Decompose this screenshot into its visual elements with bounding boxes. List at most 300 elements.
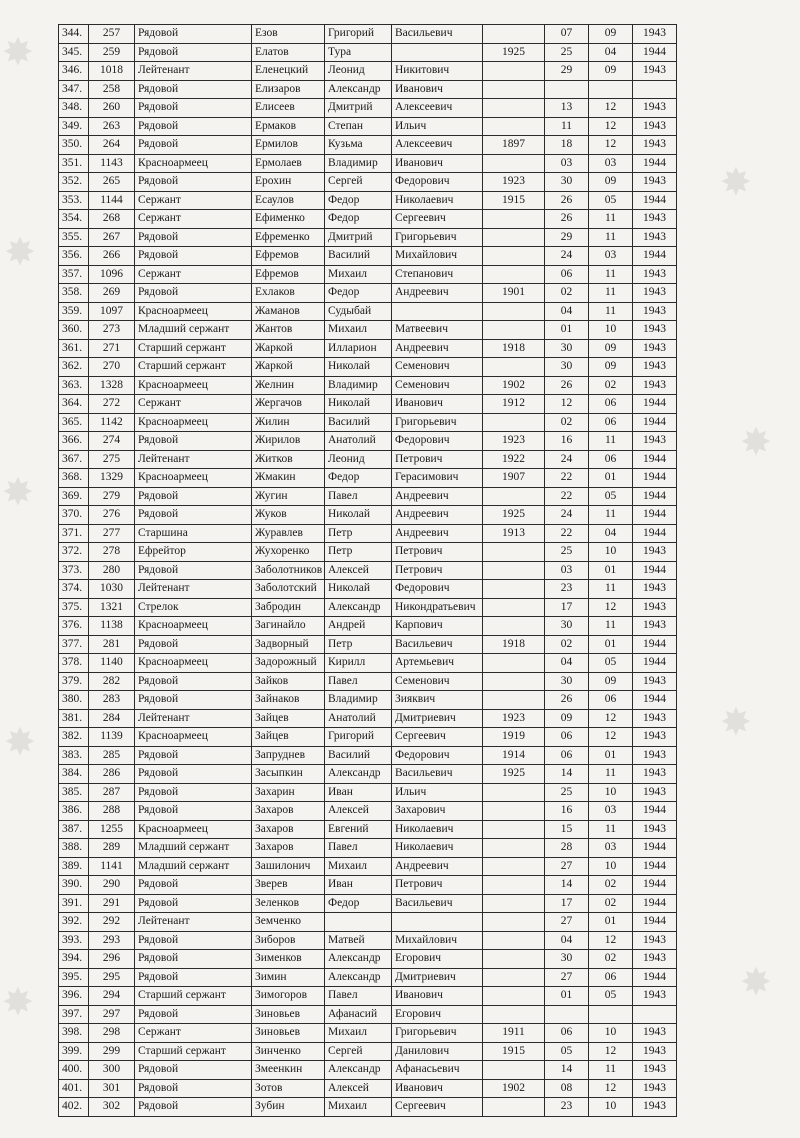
tab-number-cell: 1030	[89, 580, 135, 599]
death-month-cell: 09	[589, 339, 633, 358]
patronymic-cell: Андреевич	[392, 339, 483, 358]
birth-year-cell	[483, 672, 545, 691]
table-row	[59, 62, 677, 81]
first-name-cell: Алексей	[325, 1079, 392, 1098]
tab-number-cell: 283	[89, 691, 135, 710]
patronymic-cell: Захарович	[392, 802, 483, 821]
record-number-cell: 364.	[59, 395, 89, 414]
death-year-cell: 1943	[633, 543, 677, 562]
death-year-cell: 1944	[633, 857, 677, 876]
first-name-cell: Евгений	[325, 820, 392, 839]
rank-cell: Рядовой	[135, 506, 252, 525]
table-row	[59, 931, 677, 950]
death-year-cell: 1943	[633, 709, 677, 728]
record-number-cell: 401.	[59, 1079, 89, 1098]
first-name-cell: Афанасий	[325, 1005, 392, 1024]
death-day-cell: 11	[545, 117, 589, 136]
patronymic-cell: Михайлович	[392, 247, 483, 266]
death-year-cell: 1944	[633, 876, 677, 895]
rank-cell: Сержант	[135, 191, 252, 210]
death-day-cell: 22	[545, 469, 589, 488]
tab-number-cell: 301	[89, 1079, 135, 1098]
tab-number-cell: 272	[89, 395, 135, 414]
first-name-cell: Александр	[325, 80, 392, 99]
rank-cell: Младший сержант	[135, 857, 252, 876]
last-name-cell: Ефремов	[252, 265, 325, 284]
watermark-star-icon: ✸	[2, 980, 34, 1024]
last-name-cell: Зверев	[252, 876, 325, 895]
record-number-cell: 395.	[59, 968, 89, 987]
patronymic-cell: Григорьевич	[392, 228, 483, 247]
tab-number-cell: 1328	[89, 376, 135, 395]
rank-cell: Красноармеец	[135, 413, 252, 432]
first-name-cell: Михаил	[325, 1024, 392, 1043]
death-year-cell: 1944	[633, 413, 677, 432]
record-number-cell: 386.	[59, 802, 89, 821]
record-number-cell: 399.	[59, 1042, 89, 1061]
rank-cell: Рядовой	[135, 117, 252, 136]
first-name-cell: Павел	[325, 487, 392, 506]
patronymic-cell: Григорьевич	[392, 413, 483, 432]
first-name-cell: Александр	[325, 765, 392, 784]
patronymic-cell: Иванович	[392, 80, 483, 99]
death-year-cell: 1943	[633, 228, 677, 247]
tab-number-cell: 271	[89, 339, 135, 358]
rank-cell: Рядовой	[135, 894, 252, 913]
record-number-cell: 373.	[59, 561, 89, 580]
birth-year-cell	[483, 413, 545, 432]
rank-cell: Рядовой	[135, 136, 252, 155]
birth-year-cell: 1901	[483, 284, 545, 303]
record-number-cell: 344.	[59, 25, 89, 44]
death-day-cell: 30	[545, 617, 589, 636]
first-name-cell: Александр	[325, 950, 392, 969]
death-month-cell: 02	[589, 876, 633, 895]
patronymic-cell: Дмитриевич	[392, 968, 483, 987]
first-name-cell: Василий	[325, 746, 392, 765]
record-number-cell: 348.	[59, 99, 89, 118]
death-year-cell: 1943	[633, 617, 677, 636]
death-year-cell: 1943	[633, 1079, 677, 1098]
birth-year-cell: 1925	[483, 43, 545, 62]
tab-number-cell: 264	[89, 136, 135, 155]
patronymic-cell: Васильевич	[392, 765, 483, 784]
birth-year-cell: 1897	[483, 136, 545, 155]
last-name-cell: Жаркой	[252, 339, 325, 358]
record-number-cell: 352.	[59, 173, 89, 192]
table-row	[59, 339, 677, 358]
birth-year-cell: 1914	[483, 746, 545, 765]
tab-number-cell: 268	[89, 210, 135, 229]
first-name-cell: Анатолий	[325, 432, 392, 451]
death-day-cell: 16	[545, 432, 589, 451]
death-year-cell: 1943	[633, 765, 677, 784]
death-month-cell: 03	[589, 247, 633, 266]
last-name-cell: Жуков	[252, 506, 325, 525]
last-name-cell: Желнин	[252, 376, 325, 395]
tab-number-cell: 1097	[89, 302, 135, 321]
rank-cell: Рядовой	[135, 931, 252, 950]
record-number-cell: 389.	[59, 857, 89, 876]
first-name-cell: Павел	[325, 672, 392, 691]
table-row	[59, 506, 677, 525]
death-day-cell: 02	[545, 413, 589, 432]
birth-year-cell	[483, 802, 545, 821]
tab-number-cell: 259	[89, 43, 135, 62]
record-number-cell: 394.	[59, 950, 89, 969]
first-name-cell: Алексей	[325, 561, 392, 580]
table-row	[59, 265, 677, 284]
birth-year-cell	[483, 99, 545, 118]
death-month-cell: 11	[589, 765, 633, 784]
last-name-cell: Захаров	[252, 839, 325, 858]
table-row	[59, 99, 677, 118]
last-name-cell: Зимогоров	[252, 987, 325, 1006]
death-month-cell: 02	[589, 950, 633, 969]
patronymic-cell: Николаевич	[392, 191, 483, 210]
last-name-cell: Жмакин	[252, 469, 325, 488]
patronymic-cell: Николаевич	[392, 820, 483, 839]
first-name-cell: Андрей	[325, 617, 392, 636]
birth-year-cell	[483, 117, 545, 136]
death-day-cell: 04	[545, 931, 589, 950]
record-number-cell: 382.	[59, 728, 89, 747]
first-name-cell: Дмитрий	[325, 228, 392, 247]
death-day-cell: 09	[545, 709, 589, 728]
death-day-cell: 29	[545, 62, 589, 81]
death-year-cell	[633, 1005, 677, 1024]
table-row	[59, 968, 677, 987]
table-row	[59, 469, 677, 488]
rank-cell: Рядовой	[135, 746, 252, 765]
patronymic-cell: Иванович	[392, 1079, 483, 1098]
tab-number-cell: 288	[89, 802, 135, 821]
death-year-cell: 1943	[633, 931, 677, 950]
rank-cell: Красноармеец	[135, 376, 252, 395]
tab-number-cell: 286	[89, 765, 135, 784]
patronymic-cell: Петрович	[392, 876, 483, 895]
table-row	[59, 136, 677, 155]
record-number-cell: 384.	[59, 765, 89, 784]
death-day-cell: 05	[545, 1042, 589, 1061]
last-name-cell: Зайцев	[252, 728, 325, 747]
death-day-cell: 25	[545, 43, 589, 62]
first-name-cell: Иван	[325, 783, 392, 802]
tab-number-cell: 1143	[89, 154, 135, 173]
last-name-cell: Жилин	[252, 413, 325, 432]
death-year-cell: 1944	[633, 450, 677, 469]
rank-cell: Рядовой	[135, 765, 252, 784]
death-month-cell: 12	[589, 1079, 633, 1098]
table-row	[59, 1079, 677, 1098]
last-name-cell: Засыпкин	[252, 765, 325, 784]
death-year-cell: 1943	[633, 672, 677, 691]
last-name-cell: Жугин	[252, 487, 325, 506]
birth-year-cell	[483, 580, 545, 599]
death-month-cell: 11	[589, 228, 633, 247]
first-name-cell: Александр	[325, 1061, 392, 1080]
rank-cell: Старший сержант	[135, 987, 252, 1006]
rank-cell: Рядовой	[135, 950, 252, 969]
rank-cell: Лейтенант	[135, 580, 252, 599]
first-name-cell: Кузьма	[325, 136, 392, 155]
first-name-cell: Михаил	[325, 1098, 392, 1117]
patronymic-cell: Герасимович	[392, 469, 483, 488]
table-row	[59, 802, 677, 821]
rank-cell: Старшина	[135, 524, 252, 543]
death-day-cell: 04	[545, 302, 589, 321]
table-row	[59, 210, 677, 229]
death-day-cell: 28	[545, 839, 589, 858]
record-number-cell: 371.	[59, 524, 89, 543]
birth-year-cell	[483, 561, 545, 580]
death-year-cell: 1944	[633, 894, 677, 913]
rank-cell: Старший сержант	[135, 339, 252, 358]
death-day-cell: 01	[545, 321, 589, 340]
death-month-cell: 11	[589, 506, 633, 525]
record-number-cell: 356.	[59, 247, 89, 266]
death-month-cell: 02	[589, 376, 633, 395]
death-day-cell: 24	[545, 506, 589, 525]
death-month-cell: 01	[589, 561, 633, 580]
death-month-cell: 10	[589, 1024, 633, 1043]
last-name-cell: Зайнаков	[252, 691, 325, 710]
death-month-cell: 05	[589, 487, 633, 506]
first-name-cell: Федор	[325, 210, 392, 229]
death-month-cell: 06	[589, 691, 633, 710]
death-day-cell: 06	[545, 746, 589, 765]
death-month-cell: 06	[589, 395, 633, 414]
tab-number-cell: 260	[89, 99, 135, 118]
last-name-cell: Зашилонич	[252, 857, 325, 876]
death-day-cell: 30	[545, 950, 589, 969]
death-year-cell	[633, 80, 677, 99]
birth-year-cell	[483, 321, 545, 340]
death-year-cell: 1943	[633, 358, 677, 377]
last-name-cell: Елатов	[252, 43, 325, 62]
record-number-cell: 366.	[59, 432, 89, 451]
death-year-cell: 1944	[633, 839, 677, 858]
table-row	[59, 580, 677, 599]
death-day-cell: 30	[545, 173, 589, 192]
death-year-cell: 1943	[633, 987, 677, 1006]
first-name-cell: Федор	[325, 469, 392, 488]
death-month-cell: 03	[589, 802, 633, 821]
birth-year-cell	[483, 228, 545, 247]
record-number-cell: 351.	[59, 154, 89, 173]
record-number-cell: 347.	[59, 80, 89, 99]
birth-year-cell: 1922	[483, 450, 545, 469]
record-number-cell: 396.	[59, 987, 89, 1006]
tab-number-cell: 277	[89, 524, 135, 543]
rank-cell: Рядовой	[135, 783, 252, 802]
rank-cell: Красноармеец	[135, 654, 252, 673]
birth-year-cell	[483, 783, 545, 802]
last-name-cell: Заболотский	[252, 580, 325, 599]
table-row	[59, 876, 677, 895]
death-day-cell: 18	[545, 136, 589, 155]
record-number-cell: 345.	[59, 43, 89, 62]
record-number-cell: 358.	[59, 284, 89, 303]
patronymic-cell: Алексеевич	[392, 99, 483, 118]
table-row	[59, 728, 677, 747]
patronymic-cell: Васильевич	[392, 894, 483, 913]
patronymic-cell: Никондратьевич	[392, 598, 483, 617]
tab-number-cell: 258	[89, 80, 135, 99]
patronymic-cell: Петрович	[392, 450, 483, 469]
table-row	[59, 857, 677, 876]
table-row	[59, 25, 677, 44]
last-name-cell: Захаров	[252, 802, 325, 821]
table-row	[59, 302, 677, 321]
death-year-cell: 1943	[633, 820, 677, 839]
patronymic-cell: Васильевич	[392, 25, 483, 44]
death-month-cell: 09	[589, 672, 633, 691]
death-month-cell: 11	[589, 1061, 633, 1080]
death-year-cell: 1943	[633, 783, 677, 802]
first-name-cell: Николай	[325, 580, 392, 599]
patronymic-cell: Андреевич	[392, 524, 483, 543]
death-day-cell: 27	[545, 857, 589, 876]
record-number-cell: 355.	[59, 228, 89, 247]
patronymic-cell: Семенович	[392, 672, 483, 691]
rank-cell: Рядовой	[135, 284, 252, 303]
death-year-cell: 1944	[633, 524, 677, 543]
death-month-cell: 12	[589, 117, 633, 136]
watermark-star-icon: ✸	[720, 160, 752, 204]
birth-year-cell: 1902	[483, 1079, 545, 1098]
rank-cell: Старший сержант	[135, 358, 252, 377]
death-month-cell: 03	[589, 154, 633, 173]
death-day-cell: 12	[545, 395, 589, 414]
table-row	[59, 746, 677, 765]
birth-year-cell	[483, 691, 545, 710]
rank-cell: Рядовой	[135, 228, 252, 247]
tab-number-cell: 1144	[89, 191, 135, 210]
death-year-cell: 1943	[633, 339, 677, 358]
first-name-cell: Матвей	[325, 931, 392, 950]
birth-year-cell	[483, 820, 545, 839]
death-day-cell: 02	[545, 284, 589, 303]
birth-year-cell	[483, 302, 545, 321]
death-day-cell: 26	[545, 376, 589, 395]
rank-cell: Старший сержант	[135, 1042, 252, 1061]
tab-number-cell: 298	[89, 1024, 135, 1043]
rank-cell: Рядовой	[135, 487, 252, 506]
rank-cell: Красноармеец	[135, 728, 252, 747]
death-day-cell: 22	[545, 524, 589, 543]
last-name-cell: Земченко	[252, 913, 325, 932]
table-row	[59, 765, 677, 784]
record-number-cell: 361.	[59, 339, 89, 358]
patronymic-cell: Данилович	[392, 1042, 483, 1061]
birth-year-cell	[483, 950, 545, 969]
patronymic-cell: Андреевич	[392, 857, 483, 876]
tab-number-cell: 263	[89, 117, 135, 136]
record-number-cell: 397.	[59, 1005, 89, 1024]
birth-year-cell	[483, 857, 545, 876]
rank-cell: Рядовой	[135, 561, 252, 580]
death-day-cell: 08	[545, 1079, 589, 1098]
table-row	[59, 173, 677, 192]
record-number-cell: 369.	[59, 487, 89, 506]
death-month-cell: 11	[589, 265, 633, 284]
rank-cell: Рядовой	[135, 80, 252, 99]
last-name-cell: Задворный	[252, 635, 325, 654]
last-name-cell: Зеленков	[252, 894, 325, 913]
death-year-cell: 1943	[633, 117, 677, 136]
watermark-star-icon: ✸	[740, 960, 772, 1004]
birth-year-cell: 1907	[483, 469, 545, 488]
death-year-cell: 1943	[633, 1042, 677, 1061]
death-day-cell: 24	[545, 450, 589, 469]
death-day-cell: 29	[545, 228, 589, 247]
table-row	[59, 284, 677, 303]
birth-year-cell	[483, 25, 545, 44]
patronymic-cell: Степанович	[392, 265, 483, 284]
patronymic-cell: Егорович	[392, 1005, 483, 1024]
first-name-cell: Михаил	[325, 321, 392, 340]
rank-cell: Рядовой	[135, 99, 252, 118]
tab-number-cell: 1142	[89, 413, 135, 432]
table-row	[59, 413, 677, 432]
rank-cell: Рядовой	[135, 173, 252, 192]
last-name-cell: Змеенкин	[252, 1061, 325, 1080]
death-month-cell: 05	[589, 987, 633, 1006]
watermark-star-icon: ✸	[4, 720, 36, 764]
patronymic-cell	[392, 43, 483, 62]
record-number-cell: 385.	[59, 783, 89, 802]
death-month-cell: 11	[589, 302, 633, 321]
death-month-cell	[589, 80, 633, 99]
rank-cell: Красноармеец	[135, 154, 252, 173]
table-row	[59, 709, 677, 728]
tab-number-cell: 281	[89, 635, 135, 654]
rank-cell: Сержант	[135, 1024, 252, 1043]
last-name-cell: Елизаров	[252, 80, 325, 99]
table-row	[59, 913, 677, 932]
tab-number-cell: 274	[89, 432, 135, 451]
death-month-cell: 12	[589, 709, 633, 728]
patronymic-cell: Васильевич	[392, 635, 483, 654]
watermark-star-icon: ✸	[720, 700, 752, 744]
tab-number-cell: 284	[89, 709, 135, 728]
death-year-cell: 1944	[633, 191, 677, 210]
table-row	[59, 1005, 677, 1024]
first-name-cell: Павел	[325, 987, 392, 1006]
table-row	[59, 672, 677, 691]
death-day-cell: 30	[545, 672, 589, 691]
first-name-cell: Григорий	[325, 728, 392, 747]
record-number-cell: 381.	[59, 709, 89, 728]
birth-year-cell	[483, 80, 545, 99]
birth-year-cell	[483, 876, 545, 895]
last-name-cell: Зинченко	[252, 1042, 325, 1061]
first-name-cell: Алексей	[325, 802, 392, 821]
tab-number-cell: 270	[89, 358, 135, 377]
first-name-cell: Николай	[325, 395, 392, 414]
birth-year-cell: 1915	[483, 191, 545, 210]
patronymic-cell: Зияквич	[392, 691, 483, 710]
last-name-cell: Ерохин	[252, 173, 325, 192]
first-name-cell: Федор	[325, 894, 392, 913]
death-year-cell: 1944	[633, 154, 677, 173]
table-row	[59, 543, 677, 562]
rank-cell: Рядовой	[135, 968, 252, 987]
tab-number-cell: 1018	[89, 62, 135, 81]
death-year-cell: 1943	[633, 321, 677, 340]
first-name-cell: Тура	[325, 43, 392, 62]
